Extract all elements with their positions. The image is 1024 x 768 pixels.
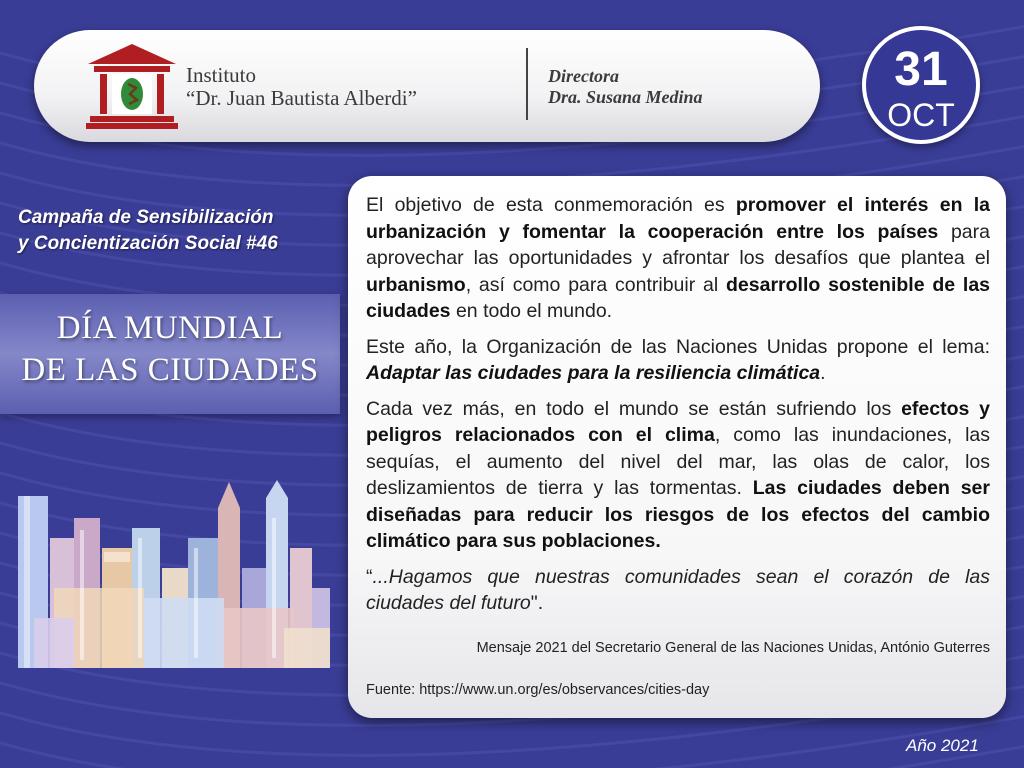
campaign-label — [18, 205, 334, 257]
institute-logo — [84, 42, 180, 130]
director-name: Dra. Susana Medina — [548, 87, 703, 107]
header-divider — [526, 48, 528, 120]
city-skyline-illustration — [14, 478, 332, 668]
date-badge — [862, 26, 980, 144]
paragraph-climate: Cada vez más, en todo el mundo se están sufriendo los efectos y peligros relacionados con el clima, como las inundaciones, las sequías, el aumento del nivel del mar, las olas de calor, los deslizamientos de tierra y las tormentas. Las ciudades deben ser diseñadas para reducir los riesgos de los efectos del cambio climático para sus poblaciones. — [366, 397, 991, 552]
campaign-line2: y Concientización Social #46 — [18, 233, 278, 254]
institute-name-line2: “Dr. Juan Bautista Alberdi” — [186, 86, 417, 110]
year-label: Año 2021 — [906, 736, 979, 755]
director-role: Directora — [548, 66, 619, 86]
title-line1: DÍA MUNDIAL — [56, 310, 284, 346]
paragraph-objective: El objetivo de esta conmemoración es promover el interés en la urbanización y fomentar la cooperación entre los países para aprovechar las oportunidades y afrontar los desafíos que plantea el urbanismo, así como para contribuir al desarrollo sostenible de las ciudades en todo el mundo. — [366, 194, 991, 322]
header-banner — [34, 30, 820, 142]
source-link[interactable]: Fuente: https://www.un.org/es/observances/cities-day — [366, 682, 710, 698]
title-line2: DE LAS CIUDADES — [21, 352, 319, 388]
institute-name-line1: Instituto — [186, 63, 257, 87]
date-day: 31 — [894, 43, 948, 96]
content-card — [348, 176, 1006, 718]
paragraph-quote: “...Hagamos que nuestras comunidades sean el corazón de las ciudades del futuro". — [366, 565, 990, 614]
date-month: OCT — [887, 97, 955, 133]
campaign-line1: Campaña de Sensibilización — [18, 207, 274, 228]
body-text — [366, 192, 990, 626]
paragraph-motto: Este año, la Organización de las Naciones Unidas propone el lema: Adaptar las ciudades para la resiliencia climática. — [366, 335, 990, 384]
quote-attribution: Mensaje 2021 del Secretario General de las Naciones Unidas, António Guterres — [476, 640, 990, 656]
title-band — [0, 294, 340, 414]
